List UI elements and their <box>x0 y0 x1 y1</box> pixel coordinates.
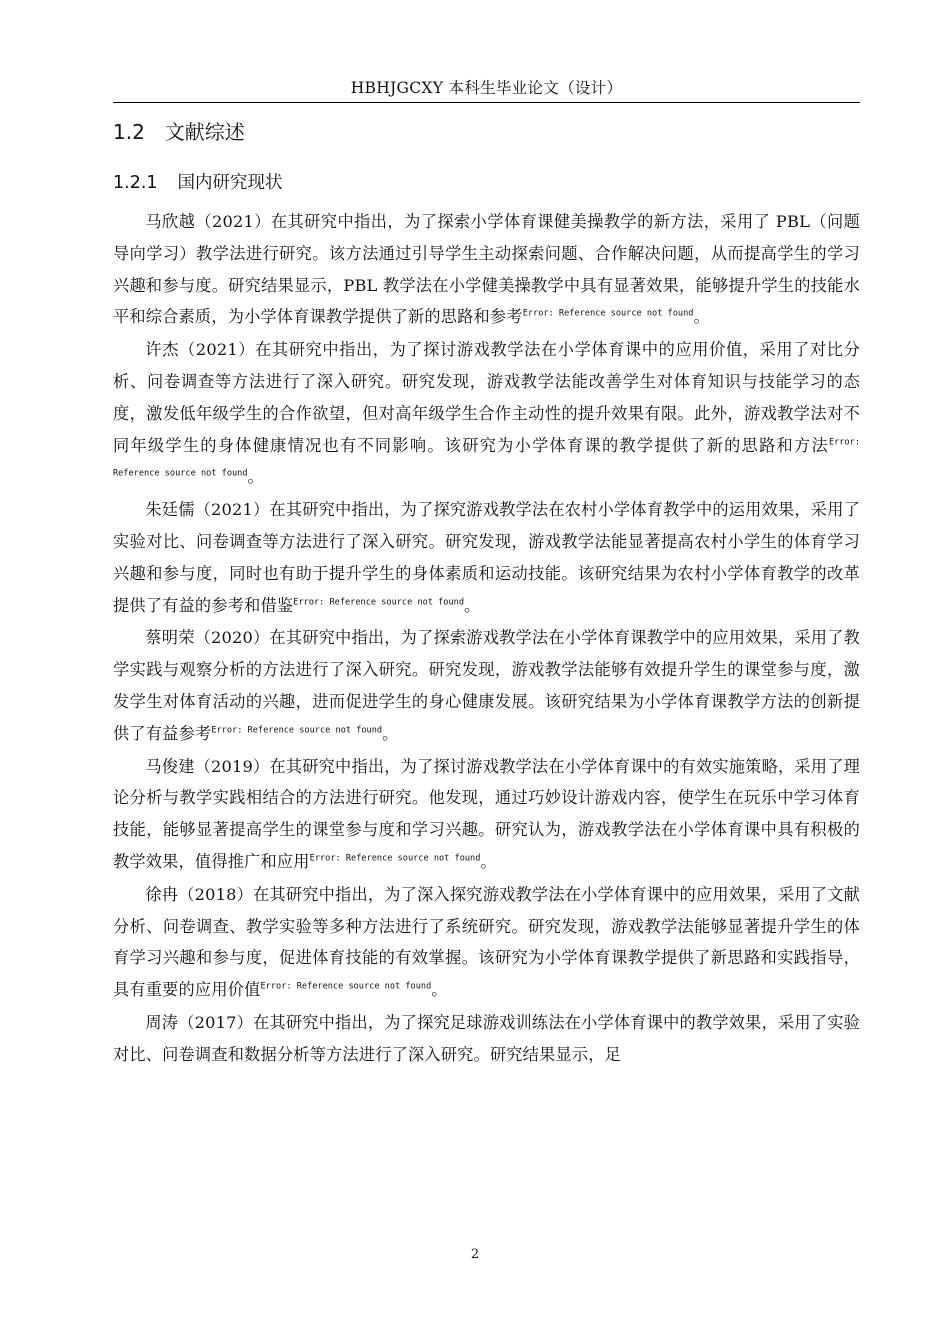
section-title: 文献综述 <box>164 120 245 144</box>
paragraph-text: 朱廷儒（2021）在其研究中指出，为了探究游戏教学法在农村小学体育教学中的运用效果，采用了实验对比、问卷调查等方法进行了深入研究。研究发现，游戏教学法能显著提高农村小学生的体育学习兴趣和参与度，同时也有助于提升学生的身体素质和运动技能。该研究结果为农村小学体育教学的改革提供了有益的参考和借鉴 <box>113 500 860 615</box>
page-number: 2 <box>470 1247 480 1262</box>
paragraph-3 <box>113 494 860 621</box>
paragraph-end: 。 <box>382 723 399 743</box>
reference-error: Error: Reference source not found <box>260 981 432 992</box>
subsection-title: 国内研究现状 <box>177 173 283 193</box>
reference-error: Error: Reference source not found <box>113 437 860 479</box>
running-header: HBHJGCXY 本科生毕业论文（设计） <box>113 76 860 103</box>
section-heading <box>113 116 860 148</box>
paragraph-end: 。 <box>480 851 497 871</box>
reference-error: Error: Reference source not found <box>522 309 694 319</box>
paragraph-end: 。 <box>247 467 264 487</box>
paragraph-4 <box>113 622 860 749</box>
paragraph-5 <box>113 751 860 878</box>
paragraph-6 <box>113 879 860 1006</box>
paragraph-2 <box>113 334 860 493</box>
subsection-heading <box>113 168 860 198</box>
paragraph-text: 马欣越（2021）在其研究中指出，为了探索小学体育课健美操教学的新方法，采用了 PBL（问题导向学习）教学法进行研究。该方法通过引导学生主动探索问题、合作解决问题，从而提高学生的学习兴趣和参与度。研究结果显示，PBL 教学法在小学健美操教学中具有显著效果，能够提升学生的技能水平和综合素质，为小学体育课教学提供了新的思路和参考 <box>113 212 860 327</box>
paragraph-end: 。 <box>464 595 481 615</box>
reference-error: Error: Reference source not found <box>211 725 383 736</box>
paragraph-text: 马俊建（2019）在其研究中指出，为了探讨游戏教学法在小学体育课中的有效实施策略，采用了理论分析与教学实践相结合的方法进行研究。他发现，通过巧妙设计游戏内容，使学生在玩乐中学习体育技能，能够显著提高学生的课堂参与度和学习兴趣。研究认为，游戏教学法在小学体育课中具有积极的教学效果，值得推广和应用 <box>113 756 860 871</box>
paragraph-text: 许杰（2021）在其研究中指出，为了探讨游戏教学法在小学体育课中的应用价值，采用了对比分析、问卷调查等方法进行了深入研究。研究发现，游戏教学法能改善学生对体育知识与技能学习的态度，激发低年级学生的合作欲望，但对高年级学生合作主动性的提升效果有限。此外，游戏教学法对不同年级学生的身体健康情况也有不同影响。该研究为小学体育课的教学提供了新的思路和方法 <box>113 340 860 455</box>
reference-error: Error: Reference source not found <box>293 597 465 608</box>
paragraph-1 <box>113 206 860 333</box>
paragraph-end: 。 <box>431 980 448 1000</box>
paragraph-7 <box>113 1007 860 1071</box>
section-number: 1.2 <box>113 120 145 144</box>
paragraph-text: 徐冉（2018）在其研究中指出，为了深入探究游戏教学法在小学体育课中的应用效果，采用了文献分析、问卷调查、教学实验等多种方法进行了系统研究。研究发现，游戏教学法能够显著提升学生的体育学习兴趣和参与度，促进体育技能的有效掌握。该研究为小学体育课教学提供了新思路和实践指导，具有重要的应用价值 <box>113 884 860 1000</box>
subsection-number: 1.2.1 <box>113 173 158 193</box>
paragraph-text: 蔡明荣（2020）在其研究中指出，为了探索游戏教学法在小学体育课教学中的应用效果，采用了教学实践与观察分析的方法进行了深入研究。研究发现，游戏教学法能够有效提升学生的课堂参与度，激发学生对体育活动的兴趣，进而促进学生的身心健康发展。该研究结果为小学体育课教学方法的创新提供了有益参考 <box>113 628 860 743</box>
paragraph-text: 周涛（2017）在其研究中指出，为了探究足球游戏训练法在小学体育课中的教学效果，采用了实验对比、问卷调查和数据分析等方法进行了深入研究。研究结果显示，足 <box>113 1012 860 1064</box>
paragraph-end: 。 <box>693 307 710 327</box>
reference-error: Error: Reference source not found <box>309 853 481 864</box>
page-body <box>113 116 860 1072</box>
